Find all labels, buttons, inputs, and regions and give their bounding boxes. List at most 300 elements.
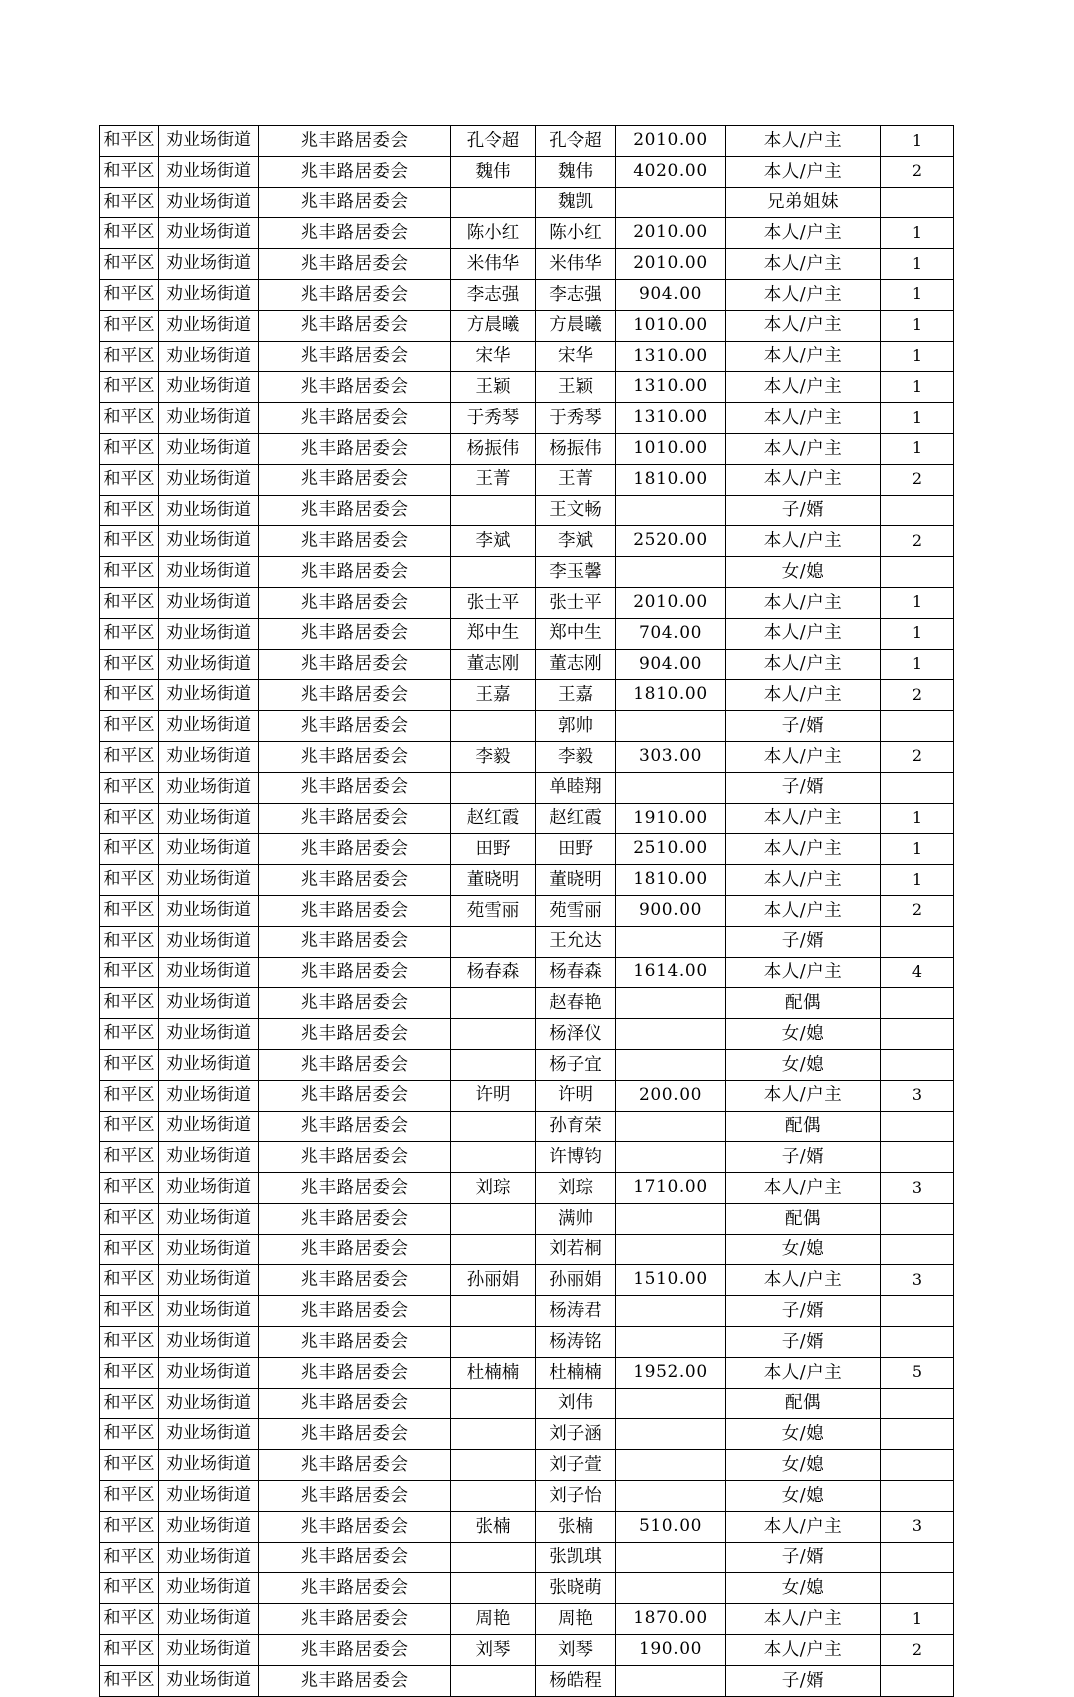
cell-count [881, 1419, 954, 1450]
cell-amount: 1810.00 [616, 865, 726, 896]
cell-street: 劝业场街道 [159, 649, 259, 680]
cell-amount [616, 1481, 726, 1512]
cell-count: 1 [881, 865, 954, 896]
cell-member: 杨振伟 [536, 433, 616, 464]
cell-head [451, 1388, 536, 1419]
cell-relation: 本人/户主 [726, 249, 881, 280]
cell-head [451, 1019, 536, 1050]
table-row [100, 926, 954, 957]
cell-street: 劝业场街道 [159, 372, 259, 403]
cell-head: 田野 [451, 834, 536, 865]
cell-relation: 配偶 [726, 988, 881, 1019]
cell-relation: 女/媳 [726, 1450, 881, 1481]
cell-head [451, 711, 536, 742]
cell-district: 和平区 [100, 1111, 159, 1142]
table-row [100, 649, 954, 680]
cell-street: 劝业场街道 [159, 834, 259, 865]
cell-district: 和平区 [100, 1388, 159, 1419]
cell-count: 1 [881, 649, 954, 680]
cell-committee: 兆丰路居委会 [259, 403, 451, 434]
cell-committee: 兆丰路居委会 [259, 895, 451, 926]
cell-relation: 配偶 [726, 1111, 881, 1142]
cell-count: 2 [881, 1635, 954, 1666]
cell-count: 3 [881, 1511, 954, 1542]
cell-amount [616, 557, 726, 588]
cell-relation: 子/婿 [726, 495, 881, 526]
roster-table [99, 125, 954, 1697]
cell-street: 劝业场街道 [159, 1203, 259, 1234]
cell-member: 杨子宜 [536, 1049, 616, 1080]
cell-amount: 1952.00 [616, 1357, 726, 1388]
cell-street: 劝业场街道 [159, 895, 259, 926]
cell-committee: 兆丰路居委会 [259, 1542, 451, 1573]
cell-district: 和平区 [100, 310, 159, 341]
cell-relation: 本人/户主 [726, 741, 881, 772]
cell-district: 和平区 [100, 1265, 159, 1296]
cell-committee: 兆丰路居委会 [259, 711, 451, 742]
cell-member: 满帅 [536, 1203, 616, 1234]
cell-street: 劝业场街道 [159, 803, 259, 834]
cell-count [881, 1573, 954, 1604]
cell-count [881, 1327, 954, 1358]
cell-street: 劝业场街道 [159, 1327, 259, 1358]
table-row [100, 865, 954, 896]
cell-relation: 本人/户主 [726, 310, 881, 341]
cell-amount: 510.00 [616, 1511, 726, 1542]
cell-head: 方晨曦 [451, 310, 536, 341]
cell-amount [616, 1203, 726, 1234]
cell-district: 和平区 [100, 711, 159, 742]
cell-committee: 兆丰路居委会 [259, 803, 451, 834]
cell-relation: 本人/户主 [726, 957, 881, 988]
cell-head: 李毅 [451, 741, 536, 772]
cell-amount: 1870.00 [616, 1604, 726, 1635]
cell-street: 劝业场街道 [159, 1265, 259, 1296]
cell-count: 3 [881, 1265, 954, 1296]
table-row [100, 711, 954, 742]
table-row [100, 957, 954, 988]
cell-head [451, 1049, 536, 1080]
cell-street: 劝业场街道 [159, 1142, 259, 1173]
cell-head [451, 1234, 536, 1265]
cell-committee: 兆丰路居委会 [259, 1296, 451, 1327]
cell-committee: 兆丰路居委会 [259, 526, 451, 557]
cell-committee: 兆丰路居委会 [259, 557, 451, 588]
cell-street: 劝业场街道 [159, 218, 259, 249]
cell-head [451, 988, 536, 1019]
cell-head: 魏伟 [451, 156, 536, 187]
cell-district: 和平区 [100, 834, 159, 865]
cell-amount: 2010.00 [616, 126, 726, 157]
cell-relation: 本人/户主 [726, 649, 881, 680]
cell-district: 和平区 [100, 1542, 159, 1573]
cell-count: 1 [881, 433, 954, 464]
cell-count: 4 [881, 957, 954, 988]
cell-relation: 子/婿 [726, 926, 881, 957]
table-row [100, 834, 954, 865]
cell-relation: 本人/户主 [726, 803, 881, 834]
cell-committee: 兆丰路居委会 [259, 1327, 451, 1358]
cell-district: 和平区 [100, 741, 159, 772]
cell-head: 米伟华 [451, 249, 536, 280]
cell-district: 和平区 [100, 649, 159, 680]
table-row [100, 433, 954, 464]
cell-committee: 兆丰路居委会 [259, 587, 451, 618]
cell-district: 和平区 [100, 526, 159, 557]
cell-relation: 本人/户主 [726, 1604, 881, 1635]
cell-head: 张楠 [451, 1511, 536, 1542]
cell-committee: 兆丰路居委会 [259, 187, 451, 218]
cell-committee: 兆丰路居委会 [259, 1049, 451, 1080]
cell-head: 杨春森 [451, 957, 536, 988]
cell-head: 王菁 [451, 464, 536, 495]
cell-amount [616, 1049, 726, 1080]
cell-district: 和平区 [100, 218, 159, 249]
table-row [100, 1573, 954, 1604]
cell-relation: 本人/户主 [726, 1635, 881, 1666]
cell-committee: 兆丰路居委会 [259, 372, 451, 403]
cell-member: 郑中生 [536, 618, 616, 649]
cell-count: 3 [881, 1173, 954, 1204]
cell-district: 和平区 [100, 1419, 159, 1450]
cell-committee: 兆丰路居委会 [259, 310, 451, 341]
cell-amount [616, 926, 726, 957]
cell-street: 劝业场街道 [159, 1019, 259, 1050]
cell-amount [616, 1142, 726, 1173]
cell-member: 张楠 [536, 1511, 616, 1542]
cell-amount: 704.00 [616, 618, 726, 649]
cell-head: 王嘉 [451, 680, 536, 711]
cell-member: 李毅 [536, 741, 616, 772]
cell-amount: 2510.00 [616, 834, 726, 865]
cell-member: 方晨曦 [536, 310, 616, 341]
cell-amount: 303.00 [616, 741, 726, 772]
cell-committee: 兆丰路居委会 [259, 1019, 451, 1050]
cell-relation: 女/媳 [726, 1419, 881, 1450]
cell-amount [616, 495, 726, 526]
table-row [100, 1635, 954, 1666]
cell-committee: 兆丰路居委会 [259, 249, 451, 280]
table-row [100, 126, 954, 157]
table-row [100, 1019, 954, 1050]
cell-member: 刘子涵 [536, 1419, 616, 1450]
cell-district: 和平区 [100, 1450, 159, 1481]
cell-head: 李志强 [451, 279, 536, 310]
cell-head [451, 772, 536, 803]
cell-committee: 兆丰路居委会 [259, 1450, 451, 1481]
cell-count: 1 [881, 279, 954, 310]
table-row [100, 464, 954, 495]
cell-head [451, 1419, 536, 1450]
cell-district: 和平区 [100, 957, 159, 988]
cell-relation: 子/婿 [726, 1296, 881, 1327]
cell-member: 杨春森 [536, 957, 616, 988]
table-row [100, 1049, 954, 1080]
cell-committee: 兆丰路居委会 [259, 1419, 451, 1450]
cell-street: 劝业场街道 [159, 957, 259, 988]
cell-district: 和平区 [100, 926, 159, 957]
table-row [100, 341, 954, 372]
cell-head [451, 1573, 536, 1604]
cell-district: 和平区 [100, 1481, 159, 1512]
cell-committee: 兆丰路居委会 [259, 1357, 451, 1388]
cell-committee: 兆丰路居委会 [259, 1203, 451, 1234]
cell-amount: 2010.00 [616, 218, 726, 249]
cell-relation: 本人/户主 [726, 680, 881, 711]
cell-street: 劝业场街道 [159, 1080, 259, 1111]
cell-head: 孙丽娟 [451, 1265, 536, 1296]
cell-relation: 女/媳 [726, 1234, 881, 1265]
cell-count: 5 [881, 1357, 954, 1388]
cell-member: 刘子怡 [536, 1481, 616, 1512]
cell-amount: 2520.00 [616, 526, 726, 557]
cell-member: 张凯琪 [536, 1542, 616, 1573]
cell-committee: 兆丰路居委会 [259, 1481, 451, 1512]
cell-street: 劝业场街道 [159, 1296, 259, 1327]
cell-member: 刘琴 [536, 1635, 616, 1666]
table-row [100, 557, 954, 588]
cell-relation: 本人/户主 [726, 895, 881, 926]
cell-member: 许博钧 [536, 1142, 616, 1173]
cell-count: 1 [881, 372, 954, 403]
cell-amount [616, 1665, 726, 1696]
cell-street: 劝业场街道 [159, 926, 259, 957]
cell-member: 许明 [536, 1080, 616, 1111]
table-row [100, 249, 954, 280]
cell-relation: 女/媳 [726, 1049, 881, 1080]
cell-relation: 本人/户主 [726, 1511, 881, 1542]
cell-street: 劝业场街道 [159, 526, 259, 557]
table-row [100, 1481, 954, 1512]
cell-district: 和平区 [100, 1173, 159, 1204]
cell-head: 刘琴 [451, 1635, 536, 1666]
table-row [100, 403, 954, 434]
cell-committee: 兆丰路居委会 [259, 495, 451, 526]
cell-count [881, 1203, 954, 1234]
cell-street: 劝业场街道 [159, 988, 259, 1019]
cell-head [451, 187, 536, 218]
table-row [100, 1142, 954, 1173]
cell-street: 劝业场街道 [159, 433, 259, 464]
cell-head: 陈小红 [451, 218, 536, 249]
cell-street: 劝业场街道 [159, 1049, 259, 1080]
cell-district: 和平区 [100, 1635, 159, 1666]
cell-district: 和平区 [100, 895, 159, 926]
cell-district: 和平区 [100, 403, 159, 434]
cell-member: 王嘉 [536, 680, 616, 711]
cell-committee: 兆丰路居委会 [259, 464, 451, 495]
cell-head: 周艳 [451, 1604, 536, 1635]
cell-head: 杜楠楠 [451, 1357, 536, 1388]
cell-street: 劝业场街道 [159, 772, 259, 803]
table-row [100, 1542, 954, 1573]
cell-amount [616, 1573, 726, 1604]
cell-amount [616, 1542, 726, 1573]
cell-committee: 兆丰路居委会 [259, 988, 451, 1019]
cell-amount: 2010.00 [616, 587, 726, 618]
cell-count [881, 1450, 954, 1481]
cell-street: 劝业场街道 [159, 126, 259, 157]
cell-relation: 女/媳 [726, 557, 881, 588]
cell-district: 和平区 [100, 1573, 159, 1604]
cell-member: 董晓明 [536, 865, 616, 896]
cell-count: 1 [881, 126, 954, 157]
cell-head [451, 1296, 536, 1327]
cell-street: 劝业场街道 [159, 587, 259, 618]
table-row [100, 1234, 954, 1265]
cell-member: 郭帅 [536, 711, 616, 742]
cell-amount [616, 1419, 726, 1450]
cell-committee: 兆丰路居委会 [259, 741, 451, 772]
cell-district: 和平区 [100, 557, 159, 588]
cell-district: 和平区 [100, 1142, 159, 1173]
cell-head [451, 1327, 536, 1358]
cell-count [881, 557, 954, 588]
cell-district: 和平区 [100, 464, 159, 495]
cell-street: 劝业场街道 [159, 464, 259, 495]
table-row [100, 1111, 954, 1142]
table-row [100, 372, 954, 403]
cell-count [881, 1049, 954, 1080]
cell-relation: 配偶 [726, 1388, 881, 1419]
cell-head [451, 1142, 536, 1173]
cell-member: 陈小红 [536, 218, 616, 249]
cell-committee: 兆丰路居委会 [259, 957, 451, 988]
cell-member: 杨泽仪 [536, 1019, 616, 1050]
cell-count: 2 [881, 680, 954, 711]
cell-district: 和平区 [100, 1357, 159, 1388]
cell-amount: 1710.00 [616, 1173, 726, 1204]
cell-relation: 本人/户主 [726, 218, 881, 249]
cell-district: 和平区 [100, 341, 159, 372]
cell-street: 劝业场街道 [159, 1542, 259, 1573]
cell-relation: 本人/户主 [726, 587, 881, 618]
cell-committee: 兆丰路居委会 [259, 1604, 451, 1635]
table-row [100, 772, 954, 803]
cell-relation: 子/婿 [726, 1142, 881, 1173]
cell-relation: 本人/户主 [726, 372, 881, 403]
cell-count [881, 988, 954, 1019]
cell-street: 劝业场街道 [159, 310, 259, 341]
cell-committee: 兆丰路居委会 [259, 649, 451, 680]
roster-sheet [99, 125, 953, 1697]
cell-head: 张士平 [451, 587, 536, 618]
cell-amount [616, 988, 726, 1019]
cell-amount: 1310.00 [616, 341, 726, 372]
cell-street: 劝业场街道 [159, 187, 259, 218]
cell-head: 苑雪丽 [451, 895, 536, 926]
cell-member: 于秀琴 [536, 403, 616, 434]
cell-street: 劝业场街道 [159, 156, 259, 187]
cell-count [881, 495, 954, 526]
cell-relation: 本人/户主 [726, 1173, 881, 1204]
table-row [100, 988, 954, 1019]
cell-district: 和平区 [100, 372, 159, 403]
cell-amount [616, 711, 726, 742]
cell-count: 1 [881, 803, 954, 834]
cell-district: 和平区 [100, 1080, 159, 1111]
cell-amount: 200.00 [616, 1080, 726, 1111]
table-row [100, 1080, 954, 1111]
cell-member: 王文畅 [536, 495, 616, 526]
cell-member: 单睦翔 [536, 772, 616, 803]
cell-count: 1 [881, 834, 954, 865]
cell-member: 孙丽娟 [536, 1265, 616, 1296]
cell-head: 宋华 [451, 341, 536, 372]
cell-street: 劝业场街道 [159, 741, 259, 772]
cell-district: 和平区 [100, 1234, 159, 1265]
table-row [100, 1450, 954, 1481]
cell-relation: 本人/户主 [726, 618, 881, 649]
cell-amount: 900.00 [616, 895, 726, 926]
table-row [100, 803, 954, 834]
cell-district: 和平区 [100, 1049, 159, 1080]
cell-street: 劝业场街道 [159, 1173, 259, 1204]
cell-member: 王允达 [536, 926, 616, 957]
cell-relation: 女/媳 [726, 1019, 881, 1050]
table-row [100, 187, 954, 218]
cell-head [451, 495, 536, 526]
cell-member: 杜楠楠 [536, 1357, 616, 1388]
cell-committee: 兆丰路居委会 [259, 834, 451, 865]
cell-head: 郑中生 [451, 618, 536, 649]
cell-relation: 女/媳 [726, 1481, 881, 1512]
cell-street: 劝业场街道 [159, 1481, 259, 1512]
cell-amount: 1310.00 [616, 372, 726, 403]
cell-relation: 本人/户主 [726, 865, 881, 896]
cell-relation: 本人/户主 [726, 156, 881, 187]
cell-district: 和平区 [100, 126, 159, 157]
cell-count: 1 [881, 587, 954, 618]
cell-relation: 子/婿 [726, 1665, 881, 1696]
cell-relation: 配偶 [726, 1203, 881, 1234]
cell-amount [616, 1234, 726, 1265]
cell-head: 刘琮 [451, 1173, 536, 1204]
cell-committee: 兆丰路居委会 [259, 1388, 451, 1419]
cell-district: 和平区 [100, 803, 159, 834]
cell-relation: 本人/户主 [726, 403, 881, 434]
cell-head: 董志刚 [451, 649, 536, 680]
roster-body [100, 126, 954, 1697]
table-row [100, 1265, 954, 1296]
cell-amount: 1510.00 [616, 1265, 726, 1296]
cell-relation: 女/媳 [726, 1573, 881, 1604]
cell-count: 1 [881, 310, 954, 341]
cell-count [881, 1542, 954, 1573]
cell-district: 和平区 [100, 1019, 159, 1050]
cell-district: 和平区 [100, 587, 159, 618]
cell-relation: 本人/户主 [726, 1080, 881, 1111]
cell-count: 1 [881, 403, 954, 434]
cell-street: 劝业场街道 [159, 1419, 259, 1450]
cell-member: 米伟华 [536, 249, 616, 280]
cell-count [881, 1296, 954, 1327]
cell-amount: 4020.00 [616, 156, 726, 187]
table-row [100, 680, 954, 711]
cell-district: 和平区 [100, 1203, 159, 1234]
cell-relation: 本人/户主 [726, 1357, 881, 1388]
cell-district: 和平区 [100, 1604, 159, 1635]
cell-street: 劝业场街道 [159, 1635, 259, 1666]
cell-street: 劝业场街道 [159, 1450, 259, 1481]
cell-head [451, 1203, 536, 1234]
cell-committee: 兆丰路居委会 [259, 1234, 451, 1265]
cell-relation: 本人/户主 [726, 1265, 881, 1296]
cell-amount [616, 1388, 726, 1419]
cell-committee: 兆丰路居委会 [259, 926, 451, 957]
table-row [100, 495, 954, 526]
cell-amount [616, 1296, 726, 1327]
